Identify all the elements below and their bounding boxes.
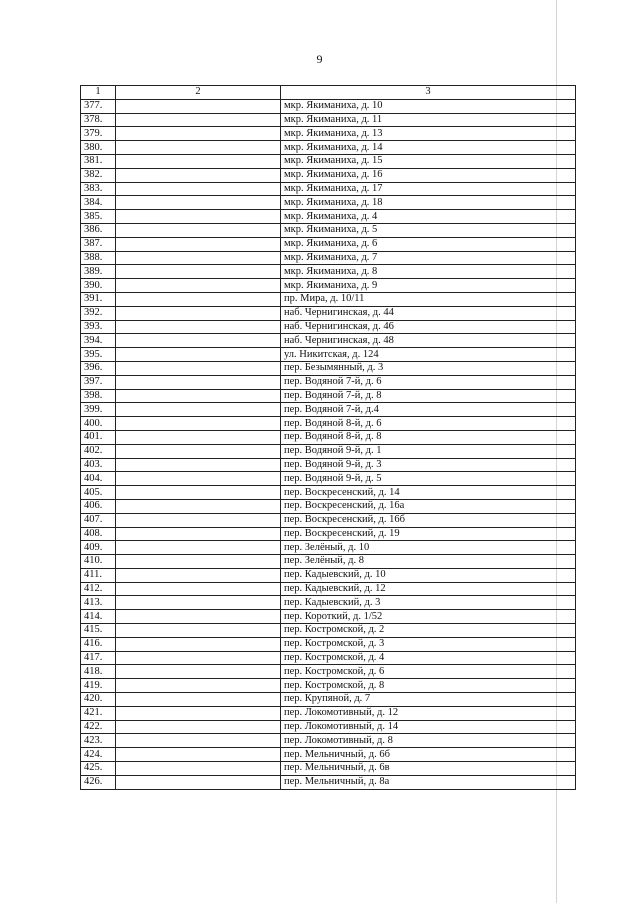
row-number: 420. xyxy=(81,693,116,707)
row-address: мкр. Якиманиха, д. 10 xyxy=(281,99,576,113)
row-address: мкр. Якиманиха, д. 7 xyxy=(281,251,576,265)
table-row xyxy=(81,527,576,541)
row-number: 402. xyxy=(81,444,116,458)
table-row xyxy=(81,265,576,279)
row-number: 405. xyxy=(81,486,116,500)
row-address: пер. Короткий, д. 1/52 xyxy=(281,610,576,624)
row-number: 409. xyxy=(81,541,116,555)
row-col2-empty xyxy=(116,775,281,789)
row-address: наб. Чернигинская, д. 48 xyxy=(281,334,576,348)
row-col2-empty xyxy=(116,292,281,306)
row-col2-empty xyxy=(116,251,281,265)
row-col2-empty xyxy=(116,223,281,237)
header-col-2: 2 xyxy=(116,86,281,100)
table-row xyxy=(81,720,576,734)
table-row xyxy=(81,99,576,113)
table-row xyxy=(81,389,576,403)
row-number: 419. xyxy=(81,679,116,693)
row-col2-empty xyxy=(116,582,281,596)
row-col2-empty xyxy=(116,127,281,141)
table-row xyxy=(81,610,576,624)
header-col-1: 1 xyxy=(81,86,116,100)
row-number: 401. xyxy=(81,430,116,444)
row-number: 404. xyxy=(81,472,116,486)
row-number: 398. xyxy=(81,389,116,403)
table-row xyxy=(81,154,576,168)
row-col2-empty xyxy=(116,99,281,113)
table-row xyxy=(81,651,576,665)
row-number: 416. xyxy=(81,637,116,651)
row-col2-empty xyxy=(116,154,281,168)
row-col2-empty xyxy=(116,499,281,513)
row-col2-empty xyxy=(116,389,281,403)
row-col2-empty xyxy=(116,334,281,348)
row-col2-empty xyxy=(116,610,281,624)
table-row xyxy=(81,320,576,334)
row-address: мкр. Якиманиха, д. 6 xyxy=(281,237,576,251)
row-address: мкр. Якиманиха, д. 13 xyxy=(281,127,576,141)
row-col2-empty xyxy=(116,361,281,375)
row-number: 379. xyxy=(81,127,116,141)
row-address: пер. Крупяной, д. 7 xyxy=(281,693,576,707)
row-address: пер. Костромской, д. 2 xyxy=(281,624,576,638)
row-number: 380. xyxy=(81,141,116,155)
row-address: пер. Водяной 8-й, д. 6 xyxy=(281,417,576,431)
row-address: пер. Мельничный, д. 8а xyxy=(281,775,576,789)
row-number: 422. xyxy=(81,720,116,734)
row-address: пер. Безымянный, д. 3 xyxy=(281,361,576,375)
row-number: 390. xyxy=(81,279,116,293)
row-col2-empty xyxy=(116,472,281,486)
row-col2-empty xyxy=(116,486,281,500)
row-number: 414. xyxy=(81,610,116,624)
header-col-3: 3 xyxy=(281,86,576,100)
row-number: 388. xyxy=(81,251,116,265)
table-body xyxy=(81,99,576,789)
row-address: пер. Костромской, д. 3 xyxy=(281,637,576,651)
row-number: 385. xyxy=(81,210,116,224)
table-row xyxy=(81,499,576,513)
row-address: наб. Чернигинская, д. 44 xyxy=(281,306,576,320)
row-col2-empty xyxy=(116,720,281,734)
row-number: 406. xyxy=(81,499,116,513)
row-col2-empty xyxy=(116,141,281,155)
table-row xyxy=(81,417,576,431)
row-number: 387. xyxy=(81,237,116,251)
row-address: пер. Водяной 9-й, д. 5 xyxy=(281,472,576,486)
row-col2-empty xyxy=(116,693,281,707)
row-number: 381. xyxy=(81,154,116,168)
table-row xyxy=(81,196,576,210)
row-number: 408. xyxy=(81,527,116,541)
table-row xyxy=(81,279,576,293)
row-address: пер. Воскресенский, д. 16б xyxy=(281,513,576,527)
row-col2-empty xyxy=(116,734,281,748)
row-address: пер. Костромской, д. 8 xyxy=(281,679,576,693)
row-col2-empty xyxy=(116,210,281,224)
table-row xyxy=(81,748,576,762)
row-col2-empty xyxy=(116,665,281,679)
row-address: мкр. Якиманиха, д. 18 xyxy=(281,196,576,210)
row-number: 383. xyxy=(81,182,116,196)
row-col2-empty xyxy=(116,748,281,762)
row-col2-empty xyxy=(116,527,281,541)
row-address: пер. Воскресенский, д. 16а xyxy=(281,499,576,513)
row-number: 389. xyxy=(81,265,116,279)
row-col2-empty xyxy=(116,651,281,665)
row-number: 417. xyxy=(81,651,116,665)
row-number: 403. xyxy=(81,458,116,472)
table-row xyxy=(81,403,576,417)
row-number: 392. xyxy=(81,306,116,320)
row-number: 407. xyxy=(81,513,116,527)
row-address: мкр. Якиманиха, д. 14 xyxy=(281,141,576,155)
table-row xyxy=(81,665,576,679)
table-row xyxy=(81,141,576,155)
table-row xyxy=(81,624,576,638)
row-address: пер. Кадыевский, д. 3 xyxy=(281,596,576,610)
row-address: мкр. Якиманиха, д. 17 xyxy=(281,182,576,196)
table-row xyxy=(81,334,576,348)
row-col2-empty xyxy=(116,168,281,182)
table-row xyxy=(81,168,576,182)
row-number: 395. xyxy=(81,348,116,362)
row-address: ул. Никитская, д. 124 xyxy=(281,348,576,362)
row-number: 391. xyxy=(81,292,116,306)
row-col2-empty xyxy=(116,458,281,472)
row-address: пер. Костромской, д. 6 xyxy=(281,665,576,679)
row-number: 384. xyxy=(81,196,116,210)
row-number: 421. xyxy=(81,706,116,720)
row-col2-empty xyxy=(116,237,281,251)
row-number: 394. xyxy=(81,334,116,348)
table-row xyxy=(81,223,576,237)
row-number: 386. xyxy=(81,223,116,237)
row-address: пер. Водяной 9-й, д. 1 xyxy=(281,444,576,458)
row-address: пер. Водяной 7-й, д. 8 xyxy=(281,389,576,403)
table-row xyxy=(81,582,576,596)
row-col2-empty xyxy=(116,568,281,582)
table-row xyxy=(81,486,576,500)
table-row xyxy=(81,113,576,127)
row-col2-empty xyxy=(116,182,281,196)
row-address: мкр. Якиманиха, д. 15 xyxy=(281,154,576,168)
table-row xyxy=(81,430,576,444)
row-col2-empty xyxy=(116,624,281,638)
table-row xyxy=(81,237,576,251)
table-row xyxy=(81,637,576,651)
row-col2-empty xyxy=(116,375,281,389)
row-number: 418. xyxy=(81,665,116,679)
table-row xyxy=(81,361,576,375)
row-number: 410. xyxy=(81,555,116,569)
row-address: мкр. Якиманиха, д. 11 xyxy=(281,113,576,127)
row-address: пер. Зелёный, д. 10 xyxy=(281,541,576,555)
table-row xyxy=(81,734,576,748)
table-row xyxy=(81,348,576,362)
row-address: пер. Воскресенский, д. 14 xyxy=(281,486,576,500)
row-col2-empty xyxy=(116,417,281,431)
table-row xyxy=(81,762,576,776)
row-address: пер. Локомотивный, д. 8 xyxy=(281,734,576,748)
row-col2-empty xyxy=(116,196,281,210)
row-address: мкр. Якиманиха, д. 16 xyxy=(281,168,576,182)
row-number: 377. xyxy=(81,99,116,113)
row-col2-empty xyxy=(116,430,281,444)
row-col2-empty xyxy=(116,265,281,279)
row-col2-empty xyxy=(116,555,281,569)
row-address: пер. Кадыевский, д. 12 xyxy=(281,582,576,596)
row-number: 396. xyxy=(81,361,116,375)
row-col2-empty xyxy=(116,762,281,776)
row-col2-empty xyxy=(116,513,281,527)
row-number: 400. xyxy=(81,417,116,431)
row-number: 378. xyxy=(81,113,116,127)
table-row xyxy=(81,693,576,707)
row-number: 399. xyxy=(81,403,116,417)
row-number: 382. xyxy=(81,168,116,182)
row-col2-empty xyxy=(116,113,281,127)
table-row xyxy=(81,568,576,582)
table-row xyxy=(81,182,576,196)
row-address: пер. Водяной 9-й, д. 3 xyxy=(281,458,576,472)
row-address: наб. Чернигинская, д. 46 xyxy=(281,320,576,334)
table-row xyxy=(81,513,576,527)
row-number: 415. xyxy=(81,624,116,638)
row-address: пер. Мельничный, д. 6в xyxy=(281,762,576,776)
row-address: пер. Костромской, д. 4 xyxy=(281,651,576,665)
row-address: пер. Водяной 8-й, д. 8 xyxy=(281,430,576,444)
table-row xyxy=(81,541,576,555)
row-address: мкр. Якиманиха, д. 5 xyxy=(281,223,576,237)
table-row xyxy=(81,555,576,569)
table-header-row xyxy=(81,86,576,100)
row-col2-empty xyxy=(116,279,281,293)
row-col2-empty xyxy=(116,348,281,362)
table-row xyxy=(81,472,576,486)
row-col2-empty xyxy=(116,706,281,720)
row-col2-empty xyxy=(116,444,281,458)
table-row xyxy=(81,127,576,141)
row-number: 393. xyxy=(81,320,116,334)
row-address: пер. Кадыевский, д. 10 xyxy=(281,568,576,582)
table-row xyxy=(81,251,576,265)
table-row xyxy=(81,706,576,720)
row-col2-empty xyxy=(116,320,281,334)
row-address: пер. Зелёный, д. 8 xyxy=(281,555,576,569)
row-address: пер. Воскресенский, д. 19 xyxy=(281,527,576,541)
row-col2-empty xyxy=(116,541,281,555)
row-number: 412. xyxy=(81,582,116,596)
table-row xyxy=(81,775,576,789)
row-address: пер. Водяной 7-й, д.4 xyxy=(281,403,576,417)
row-number: 425. xyxy=(81,762,116,776)
table-row xyxy=(81,458,576,472)
row-address: пер. Локомотивный, д. 12 xyxy=(281,706,576,720)
row-address: пер. Водяной 7-й, д. 6 xyxy=(281,375,576,389)
row-col2-empty xyxy=(116,306,281,320)
table-row xyxy=(81,210,576,224)
row-number: 426. xyxy=(81,775,116,789)
row-address: пер. Мельничный, д. 6б xyxy=(281,748,576,762)
row-col2-empty xyxy=(116,679,281,693)
row-address: мкр. Якиманиха, д. 8 xyxy=(281,265,576,279)
row-address: мкр. Якиманиха, д. 4 xyxy=(281,210,576,224)
row-number: 424. xyxy=(81,748,116,762)
table-row xyxy=(81,596,576,610)
row-number: 411. xyxy=(81,568,116,582)
table-row xyxy=(81,306,576,320)
row-col2-empty xyxy=(116,596,281,610)
table-row xyxy=(81,375,576,389)
row-col2-empty xyxy=(116,637,281,651)
table-row xyxy=(81,292,576,306)
table-row xyxy=(81,444,576,458)
row-col2-empty xyxy=(116,403,281,417)
row-number: 423. xyxy=(81,734,116,748)
row-address: мкр. Якиманиха, д. 9 xyxy=(281,279,576,293)
address-table xyxy=(80,85,576,790)
page-number: 9 xyxy=(316,52,323,66)
row-number: 397. xyxy=(81,375,116,389)
row-address: пер. Локомотивный, д. 14 xyxy=(281,720,576,734)
row-address: пр. Мира, д. 10/11 xyxy=(281,292,576,306)
row-number: 413. xyxy=(81,596,116,610)
table-row xyxy=(81,679,576,693)
